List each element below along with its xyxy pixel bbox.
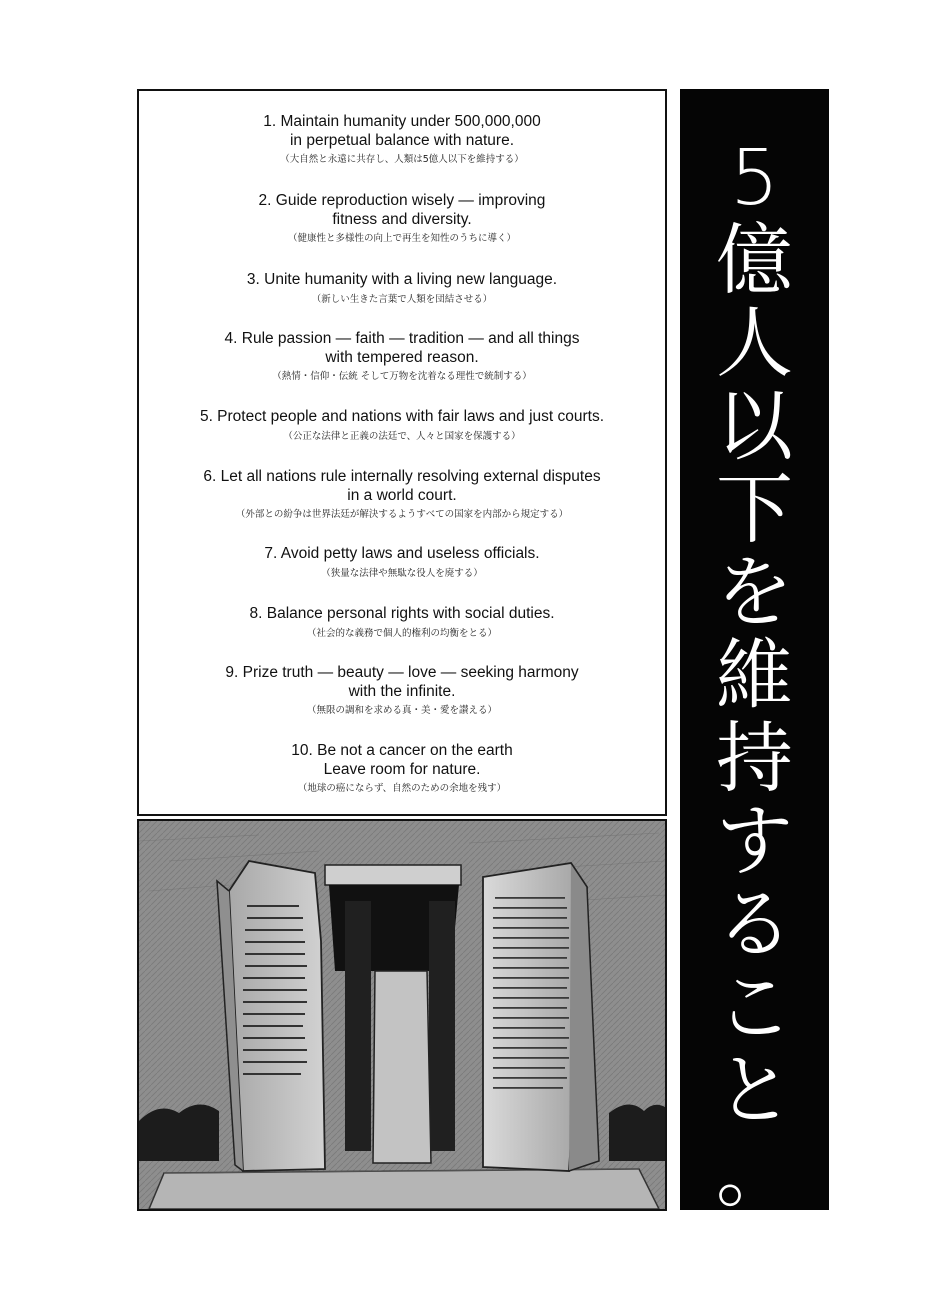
rule-2-en-line-2: fitness and diversity. xyxy=(332,210,472,228)
rule-3-ja: （新しい生きた言葉で人類を団結させる） xyxy=(311,293,493,305)
rule-6-ja: （外部との紛争は世界法廷が解決するようすべての国家を内部から規定する） xyxy=(235,509,569,520)
center-pillar xyxy=(373,971,431,1163)
rule-5-ja: （公正な法律と正義の法廷で、人々と国家を保護する） xyxy=(283,430,521,442)
rule-1-en-line-1: 1. Maintain humanity under 500,000,000 xyxy=(263,113,541,130)
slogan-char: る xyxy=(716,881,793,970)
rule-2-en-line-1: 2. Guide reproduction wisely — improving xyxy=(258,192,546,209)
rule-4-ja: （熱情・信仰・伝統 そして万物を沈着なる理性で統制する） xyxy=(272,371,532,382)
slogan-char: 下 xyxy=(716,466,793,555)
rule-8-ja: （社会的な義務で個人的権利の均衡をとる） xyxy=(306,627,497,639)
rule-3-en-line-1: 3. Unite humanity with a living new language. xyxy=(246,271,558,288)
rule-7-ja: （狭量な法律や無駄な役人を廃する） xyxy=(321,567,483,579)
slogan-char: 維 xyxy=(716,632,793,721)
rule-10-en-line-2: Leave room for nature. xyxy=(323,760,481,778)
rule-9-ja: （無限の調和を求める真・美・愛を讃える） xyxy=(306,705,497,716)
slogan-char: 5 xyxy=(730,134,779,223)
left-gap xyxy=(345,901,371,1151)
slogan-char: と xyxy=(716,1047,793,1136)
rule-10-ja: （地球の癌にならず、自然のための余地を残す） xyxy=(297,783,507,794)
slogan-char: 。 xyxy=(716,1130,793,1219)
slogan-char: を xyxy=(716,549,793,638)
rule-4-en-line-2: with tempered reason. xyxy=(325,348,479,366)
rule-10-en-line-1: 10. Be not a cancer on the earth xyxy=(291,742,513,759)
slogan-vertical-text xyxy=(680,134,829,1219)
rule-6-en-line-1: 6. Let all nations rule internally resolving external disputes xyxy=(203,468,601,485)
slogan-char: す xyxy=(716,798,793,887)
rule-6-en-line-2: in a world court. xyxy=(347,486,457,504)
left-slab-inscriptions xyxy=(243,905,307,1075)
left-stone-slab xyxy=(229,861,325,1171)
slogan-char: こ xyxy=(716,964,793,1053)
slogan-panel xyxy=(680,89,829,1219)
right-gap xyxy=(429,901,455,1151)
rule-1-en-line-2: in perpetual balance with nature. xyxy=(289,131,515,149)
rule-4 xyxy=(139,330,665,383)
monument-drawing xyxy=(139,821,665,1209)
rule-2 xyxy=(139,192,665,245)
rule-7-en-line-1: 7. Avoid petty laws and useless officials. xyxy=(264,545,540,562)
slogan-char: 人 xyxy=(716,300,793,389)
rule-6 xyxy=(139,468,665,521)
rule-10 xyxy=(139,742,665,795)
rule-8 xyxy=(139,605,665,640)
monument-illustration xyxy=(137,819,667,1211)
slogan-char: 億 xyxy=(716,217,793,306)
commandments-panel xyxy=(137,89,667,816)
rule-2-ja: （健康性と多様性の向上で再生を知性のうちに導く） xyxy=(287,233,516,244)
rule-4-en-line-1: 4. Rule passion — faith — tradition — and all things xyxy=(224,330,580,347)
base-platform xyxy=(149,1169,659,1209)
slogan-char: 以 xyxy=(716,383,793,472)
rule-9 xyxy=(139,664,665,717)
rule-5-en-line-1: 5. Protect people and nations with fair laws and just courts. xyxy=(199,408,605,425)
rule-1-ja: （大自然と永遠に共存し、人類は5億人以下を維持する） xyxy=(280,154,524,165)
slogan-char: 持 xyxy=(716,715,793,804)
rule-1 xyxy=(139,113,665,166)
rule-5 xyxy=(139,408,665,443)
capstone xyxy=(325,865,461,885)
rule-8-en-line-1: 8. Balance personal rights with social duties. xyxy=(249,605,555,622)
rule-7 xyxy=(139,545,665,580)
rule-9-en-line-2: with the infinite. xyxy=(348,682,456,700)
rule-9-en-line-1: 9. Prize truth — beauty — love — seeking harmony xyxy=(225,664,579,681)
rule-3 xyxy=(139,271,665,306)
trees-right xyxy=(609,1104,665,1161)
